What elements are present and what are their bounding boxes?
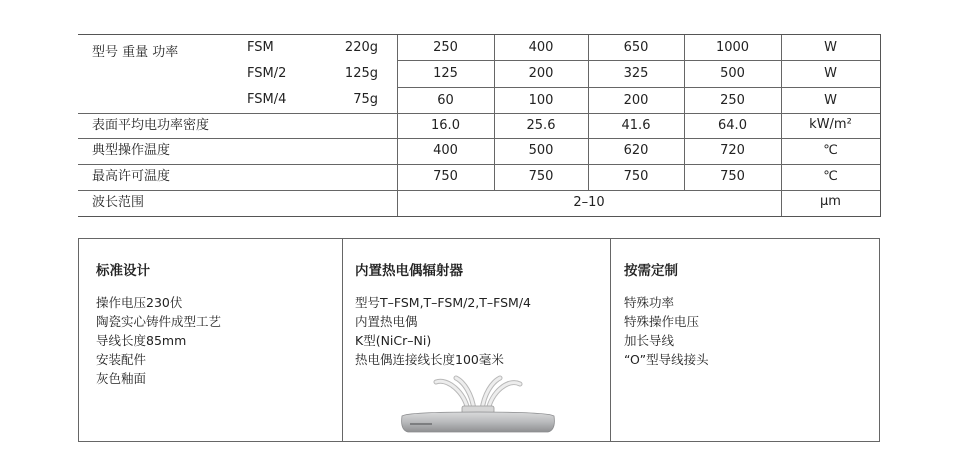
model-weight-power-label: 型号 重量 功率 <box>92 45 179 60</box>
unit: W <box>824 66 837 81</box>
col-divider <box>588 35 589 190</box>
power-value: 125 <box>433 66 458 81</box>
model-weight: 75g <box>353 92 378 107</box>
power-value: 325 <box>623 66 649 81</box>
density-value: 41.6 <box>621 118 651 133</box>
row-divider <box>78 138 880 139</box>
power-value: 200 <box>528 66 554 81</box>
standard-design-title: 标准设计 <box>96 263 150 279</box>
power-value: 1000 <box>715 40 750 55</box>
thermocouple-list <box>355 293 531 369</box>
power-value: 200 <box>623 93 649 108</box>
density-label: 表面平均电功率密度 <box>92 118 210 133</box>
thermocouple-title: 内置热电偶辐射器 <box>355 263 463 279</box>
unit: ℃ <box>823 143 838 158</box>
density-value: 64.0 <box>718 118 747 133</box>
power-value: 650 <box>623 40 649 55</box>
list-item: 加长导线 <box>624 333 675 348</box>
typical-temp-value: 620 <box>623 143 649 158</box>
typical-temp-value: 720 <box>720 143 745 158</box>
power-value: 100 <box>528 93 554 108</box>
unit: W <box>824 93 837 108</box>
power-value: 250 <box>433 40 458 55</box>
typical-temp-value: 400 <box>433 143 458 158</box>
standard-design-list <box>96 293 221 388</box>
spec-table <box>78 34 881 217</box>
list-item: 导线长度85mm <box>96 333 187 348</box>
list-item: 灰色釉面 <box>96 371 147 386</box>
model-name: FSM/4 <box>247 92 287 107</box>
list-item: “O”型导线接头 <box>624 352 709 367</box>
max-temp-value: 750 <box>433 169 458 184</box>
model-name: FSM <box>247 40 274 55</box>
row-divider <box>397 87 880 88</box>
list-item: 特殊功率 <box>624 295 675 310</box>
column-divider <box>610 239 611 441</box>
wavelength-value: 2–10 <box>573 195 605 210</box>
model-weight: 220g <box>344 40 378 55</box>
power-value: 250 <box>720 93 745 108</box>
row-divider <box>78 164 880 165</box>
list-item: K型(NiCr–Ni) <box>355 333 432 348</box>
custom-made-title: 按需定制 <box>624 263 678 279</box>
list-item: 陶瓷实心铸件成型工艺 <box>96 314 222 329</box>
max-temp-value: 750 <box>720 169 745 184</box>
max-temp-value: 750 <box>623 169 649 184</box>
model-name: FSM/2 <box>247 66 287 81</box>
density-value: 25.6 <box>526 118 556 133</box>
list-item: 型号T–FSM,T–FSM/2,T–FSM/4 <box>355 295 532 310</box>
row-divider <box>78 190 880 191</box>
power-value: 500 <box>720 66 745 81</box>
typical-temp-value: 500 <box>528 143 554 158</box>
list-item: 热电偶连接线长度100毫米 <box>355 352 504 367</box>
wavelength-label: 波长范围 <box>92 195 145 210</box>
power-value: 60 <box>437 93 454 108</box>
col-divider <box>494 35 495 190</box>
list-item: 内置热电偶 <box>355 314 418 329</box>
unit: W <box>824 40 837 55</box>
column-divider <box>342 239 343 441</box>
col-divider <box>684 35 685 190</box>
list-item: 安装配件 <box>96 352 147 367</box>
ceramic-heater-image <box>398 372 558 436</box>
typical-temp-label: 典型操作温度 <box>92 143 171 158</box>
max-temp-value: 750 <box>528 169 554 184</box>
density-value: 16.0 <box>431 118 460 133</box>
row-divider <box>78 113 880 114</box>
power-value: 400 <box>528 40 554 55</box>
unit: kW/m² <box>809 117 852 132</box>
custom-made-list <box>624 293 709 369</box>
list-item: 特殊操作电压 <box>624 314 700 329</box>
max-temp-label: 最高许可温度 <box>92 169 171 184</box>
list-item: 操作电压230伏 <box>96 295 183 310</box>
unit: ℃ <box>823 169 838 184</box>
unit: µm <box>820 194 841 209</box>
row-divider <box>397 60 880 61</box>
model-weight: 125g <box>344 66 378 81</box>
